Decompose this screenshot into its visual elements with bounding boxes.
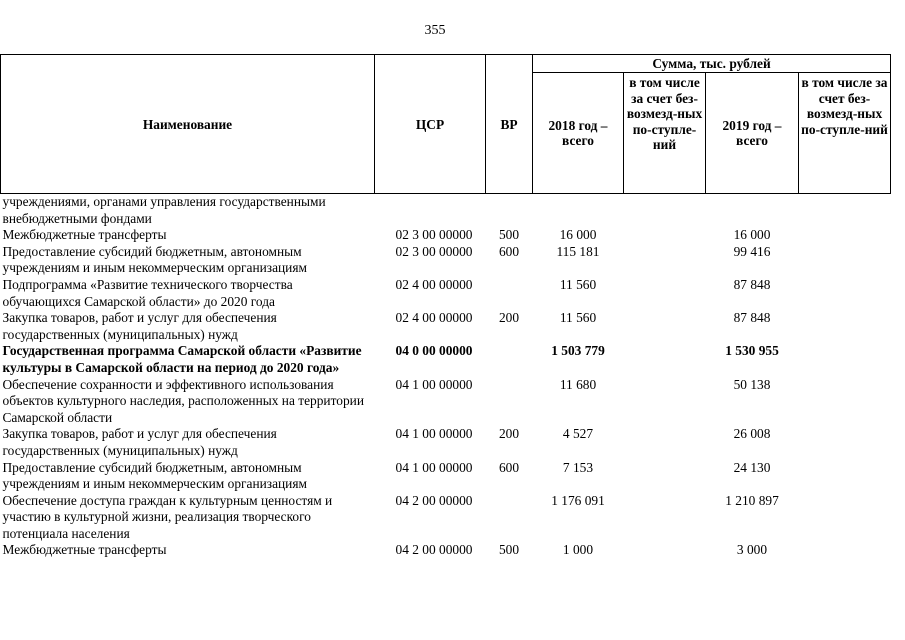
row-2019-total: 87 848: [733, 310, 771, 326]
table-row: [1, 542, 891, 559]
row-name: Обеспечение доступа граждан к культурным ценностям и участию в культурной жизни, реализация творческого потенциала населения: [2, 492, 333, 541]
row-vr: [486, 277, 533, 310]
table-body: [1, 194, 891, 560]
row-name: Межбюджетные трансферты: [2, 542, 167, 558]
header-2019-total: 2019 год – всего: [706, 73, 799, 194]
row-name: Государственная программа Самарской области «Развитие культуры в Самарской области на период до 2020 года»: [2, 343, 362, 375]
row-name: Предоставление субсидий бюджетным, автономным учреждениям и иным некоммерческим организациям: [2, 459, 307, 492]
row-2018-total: [533, 194, 624, 228]
row-csr: 02 4 00 00000: [395, 276, 473, 292]
row-2019-total: 16 000: [733, 227, 771, 243]
row-2019-free: [799, 493, 891, 543]
row-2019-free: [799, 244, 891, 277]
row-2018-total: 1 503 779: [551, 343, 605, 359]
header-csr: ЦСР: [375, 55, 486, 194]
table-row: [1, 227, 891, 244]
row-2019-free: [799, 310, 891, 343]
row-2019-total: 50 138: [733, 376, 771, 392]
row-csr: 04 2 00 00000: [395, 542, 473, 558]
row-2019-free: [799, 227, 891, 244]
budget-table: [0, 54, 891, 559]
header-vr: ВР: [486, 55, 533, 194]
row-name: Предоставление субсидий бюджетным, автономным учреждениям и иным некоммерческим организациям: [2, 243, 307, 276]
row-2018-free: [624, 227, 706, 244]
row-vr: 600: [498, 459, 520, 475]
row-2019-total: 1 530 955: [725, 343, 779, 359]
row-name: Закупка товаров, работ и услуг для обеспечения государственных (муниципальных) нужд: [2, 310, 277, 342]
row-csr: 04 0 00 00000: [395, 343, 473, 359]
row-2019-free: [799, 194, 891, 228]
row-name: Межбюджетные трансферты: [2, 227, 167, 243]
row-csr: 04 2 00 00000: [395, 492, 473, 508]
row-vr: [486, 194, 533, 228]
row-2018-total: 115 181: [556, 243, 600, 259]
table-row: [1, 244, 891, 277]
row-2019-total: 24 130: [733, 459, 771, 475]
table-header: [1, 55, 891, 194]
row-name: Закупка товаров, работ и услуг для обеспечения государственных (муниципальных) нужд: [2, 426, 277, 458]
row-vr: 500: [498, 227, 520, 243]
row-2019-total: 1 210 897: [725, 492, 779, 508]
page-number: 355: [424, 23, 446, 38]
row-2019-total: 3 000: [736, 542, 768, 558]
row-2018-free: [624, 542, 706, 559]
row-csr: 02 3 00 00000: [395, 243, 473, 259]
row-csr: [375, 194, 486, 228]
table-row: [1, 493, 891, 543]
row-vr: 500: [498, 542, 520, 558]
row-2018-free: [624, 460, 706, 493]
row-2019-free: [799, 426, 891, 459]
row-2019-total: 99 416: [733, 243, 771, 259]
row-2018-free: [624, 194, 706, 228]
row-name: Подпрограмма «Развитие технического творчества обучающихся Самарской области» до 2020 года: [2, 276, 293, 309]
row-name: учреждениями, органами управления государственными внебюджетными фондами: [2, 194, 326, 226]
row-2018-total: 16 000: [559, 227, 597, 243]
table-row: [1, 426, 891, 459]
header-2019-free: в том числе за счет без-возмезд-ных по-ступле-ний: [799, 73, 891, 194]
row-2018-total: 11 560: [559, 310, 597, 326]
row-csr: 04 1 00 00000: [395, 459, 473, 475]
row-2018-free: [624, 343, 706, 376]
row-2019-total: [706, 194, 799, 228]
header-2018-free: в том числе за счет без-возмезд-ных по-ступле-ний: [624, 73, 706, 194]
row-vr: 200: [498, 426, 520, 442]
table-row: [1, 310, 891, 343]
row-vr: 600: [498, 243, 520, 259]
header-2018-total: 2018 год – всего: [533, 73, 624, 194]
row-2018-free: [624, 277, 706, 310]
row-2018-free: [624, 244, 706, 277]
row-2018-total: 4 527: [562, 426, 594, 442]
row-2018-total: 1 000: [562, 542, 594, 558]
row-csr: 04 1 00 00000: [395, 376, 473, 392]
row-2018-total: 1 176 091: [551, 492, 605, 508]
row-2019-total: 26 008: [733, 426, 771, 442]
row-2018-total: 11 560: [559, 276, 597, 292]
row-2018-total: 7 153: [562, 459, 594, 475]
table-row: [1, 460, 891, 493]
row-2019-free: [799, 460, 891, 493]
row-csr: 02 3 00 00000: [395, 227, 473, 243]
row-2019-total: 87 848: [733, 276, 771, 292]
table-row: [1, 194, 891, 228]
table-row: [1, 343, 891, 376]
row-2018-free: [624, 310, 706, 343]
table-row: [1, 277, 891, 310]
row-2018-free: [624, 377, 706, 427]
table-row: [1, 377, 891, 427]
row-vr: 200: [498, 310, 520, 326]
row-2019-free: [799, 542, 891, 559]
row-csr: 04 1 00 00000: [395, 426, 473, 442]
row-2018-free: [624, 426, 706, 459]
row-vr: [486, 493, 533, 543]
row-2019-free: [799, 343, 891, 376]
row-2019-free: [799, 277, 891, 310]
row-vr: [486, 377, 533, 427]
row-2018-total: 11 680: [559, 376, 597, 392]
row-csr: 02 4 00 00000: [395, 310, 473, 326]
row-2018-free: [624, 493, 706, 543]
header-name: Наименование: [1, 55, 375, 194]
row-vr: [486, 343, 533, 376]
row-name: Обеспечение сохранности и эффективного использования объектов культурного наследия, расположенных на территории Самарской области: [2, 376, 364, 425]
row-2019-free: [799, 377, 891, 427]
header-sum-group: Сумма, тыс. рублей: [533, 55, 891, 73]
